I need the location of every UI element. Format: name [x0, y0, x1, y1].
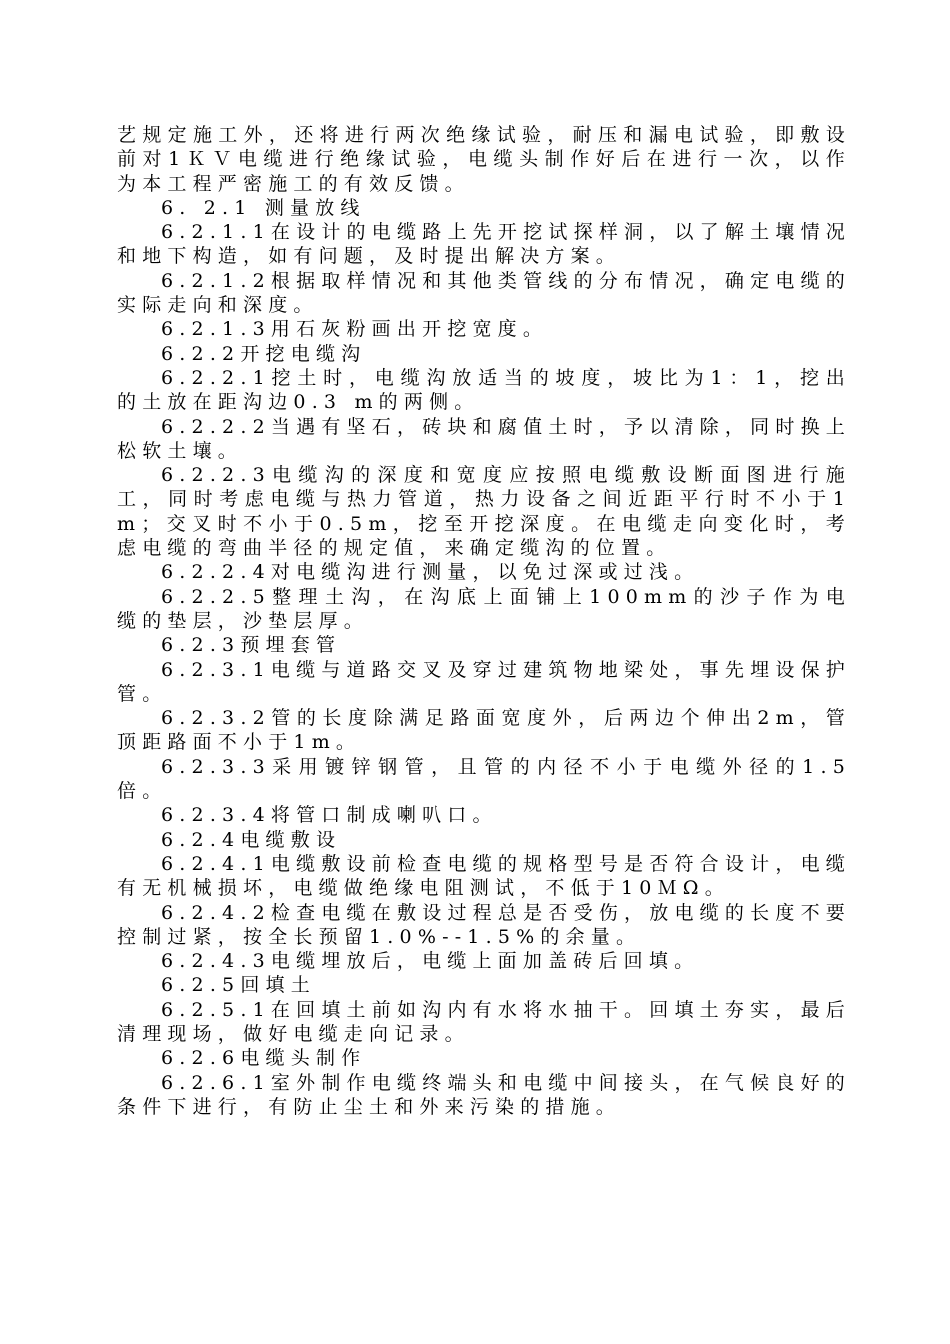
document-page: [117, 123, 851, 1119]
section-heading: 6.2.2开挖电缆沟: [161, 342, 367, 365]
paragraph: 6.2.3.1电缆与道路交叉及穿过建筑物地梁处，事先埋设保护管。: [117, 658, 851, 705]
paragraph: 6.2.1.3用石灰粉画出开挖宽度。: [161, 318, 549, 341]
paragraph: 6.2.3.3采用镀锌钢管，且管的内径不小于电缆外径的1.5倍。: [117, 755, 851, 803]
paragraph: 6.2.4.1电缆敷设前检查电缆的规格型号是否符合设计，电缆有无机械损坏，电缆做绝缘电阻测试，不低于10ＭΩ。: [117, 852, 851, 900]
paragraph: 6.2.5.1在回填土前如沟内有水将水抽干。回填土夯实，最后清理现场，做好电缆走向记录。: [117, 998, 851, 1045]
paragraph: 6.2.6.1室外制作电缆终端头和电缆中间接头，在气候良好的条件下进行，有防止尘土和外来污染的措施。: [117, 1071, 851, 1118]
section-heading: 6.2.5回填土: [161, 974, 316, 997]
paragraph: 艺规定施工外，还将进行两次绝缘试验，耐压和漏电试验，即敷设前对1ＫＶ电缆进行绝缘试验，电缆头制作好后在进行一次，以作为本工程严密施工的有效反馈。: [117, 124, 851, 195]
paragraph: 6.2.1.1在设计的电缆路上先开挖试探样洞，以了解土壤情况和地下构造，如有问题，及时提出解决方案。: [117, 221, 851, 268]
paragraph: 6.2.4.3电缆埋放后，电缆上面加盖砖后回填。: [161, 950, 700, 973]
section-heading: 6.2.6电缆头制作: [161, 1047, 367, 1070]
paragraph: 6.2.1.2根据取样情况和其他类管线的分布情况，确定电缆的实际走向和深度。: [117, 269, 851, 317]
paragraph: 6.2.3.4将管口制成喇叭口。: [161, 804, 498, 827]
paragraph: 6.2.3.2管的长度除满足路面宽度外，后两边个伸出2m，管顶距路面不小于1m。: [117, 707, 851, 754]
section-heading: 6. 2.1 测量放线: [161, 196, 366, 219]
paragraph: 6.2.2.5整理土沟，在沟底上面铺上100mm的沙子作为电缆的垫层，沙垫层厚。: [117, 585, 851, 632]
section-heading: 6.2.3预埋套管: [161, 634, 342, 657]
paragraph: 6.2.2.4对电缆沟进行测量，以免过深或过浅。: [161, 561, 700, 584]
paragraph: 6.2.2.2当遇有坚石，砖块和腐值土时，予以清除，同时换上松软土壤。: [117, 415, 851, 462]
paragraph: 6.2.4.2检查电缆在敷设过程总是否受伤，放电缆的长度不要控制过紧，按全长预留1.0%--1.5%的余量。: [117, 901, 851, 948]
paragraph: 6.2.2.1挖土时，电缆沟放适当的坡度，坡比为1：1，挖出的土放在距沟边0.3 m的两侧。: [117, 366, 851, 414]
paragraph: 6.2.2.3电缆沟的深度和宽度应按照电缆敷设断面图进行施工，同时考虑电缆与热力管道，热力设备之间近距平行时不小于1m；交叉时不小于0.5m，挖至开挖深度。在电缆走向变化时，考虑电缆的弯曲半径的规定值，来确定缆沟的位置。: [117, 464, 851, 560]
section-heading: 6.2.4电缆敷设: [161, 828, 342, 851]
